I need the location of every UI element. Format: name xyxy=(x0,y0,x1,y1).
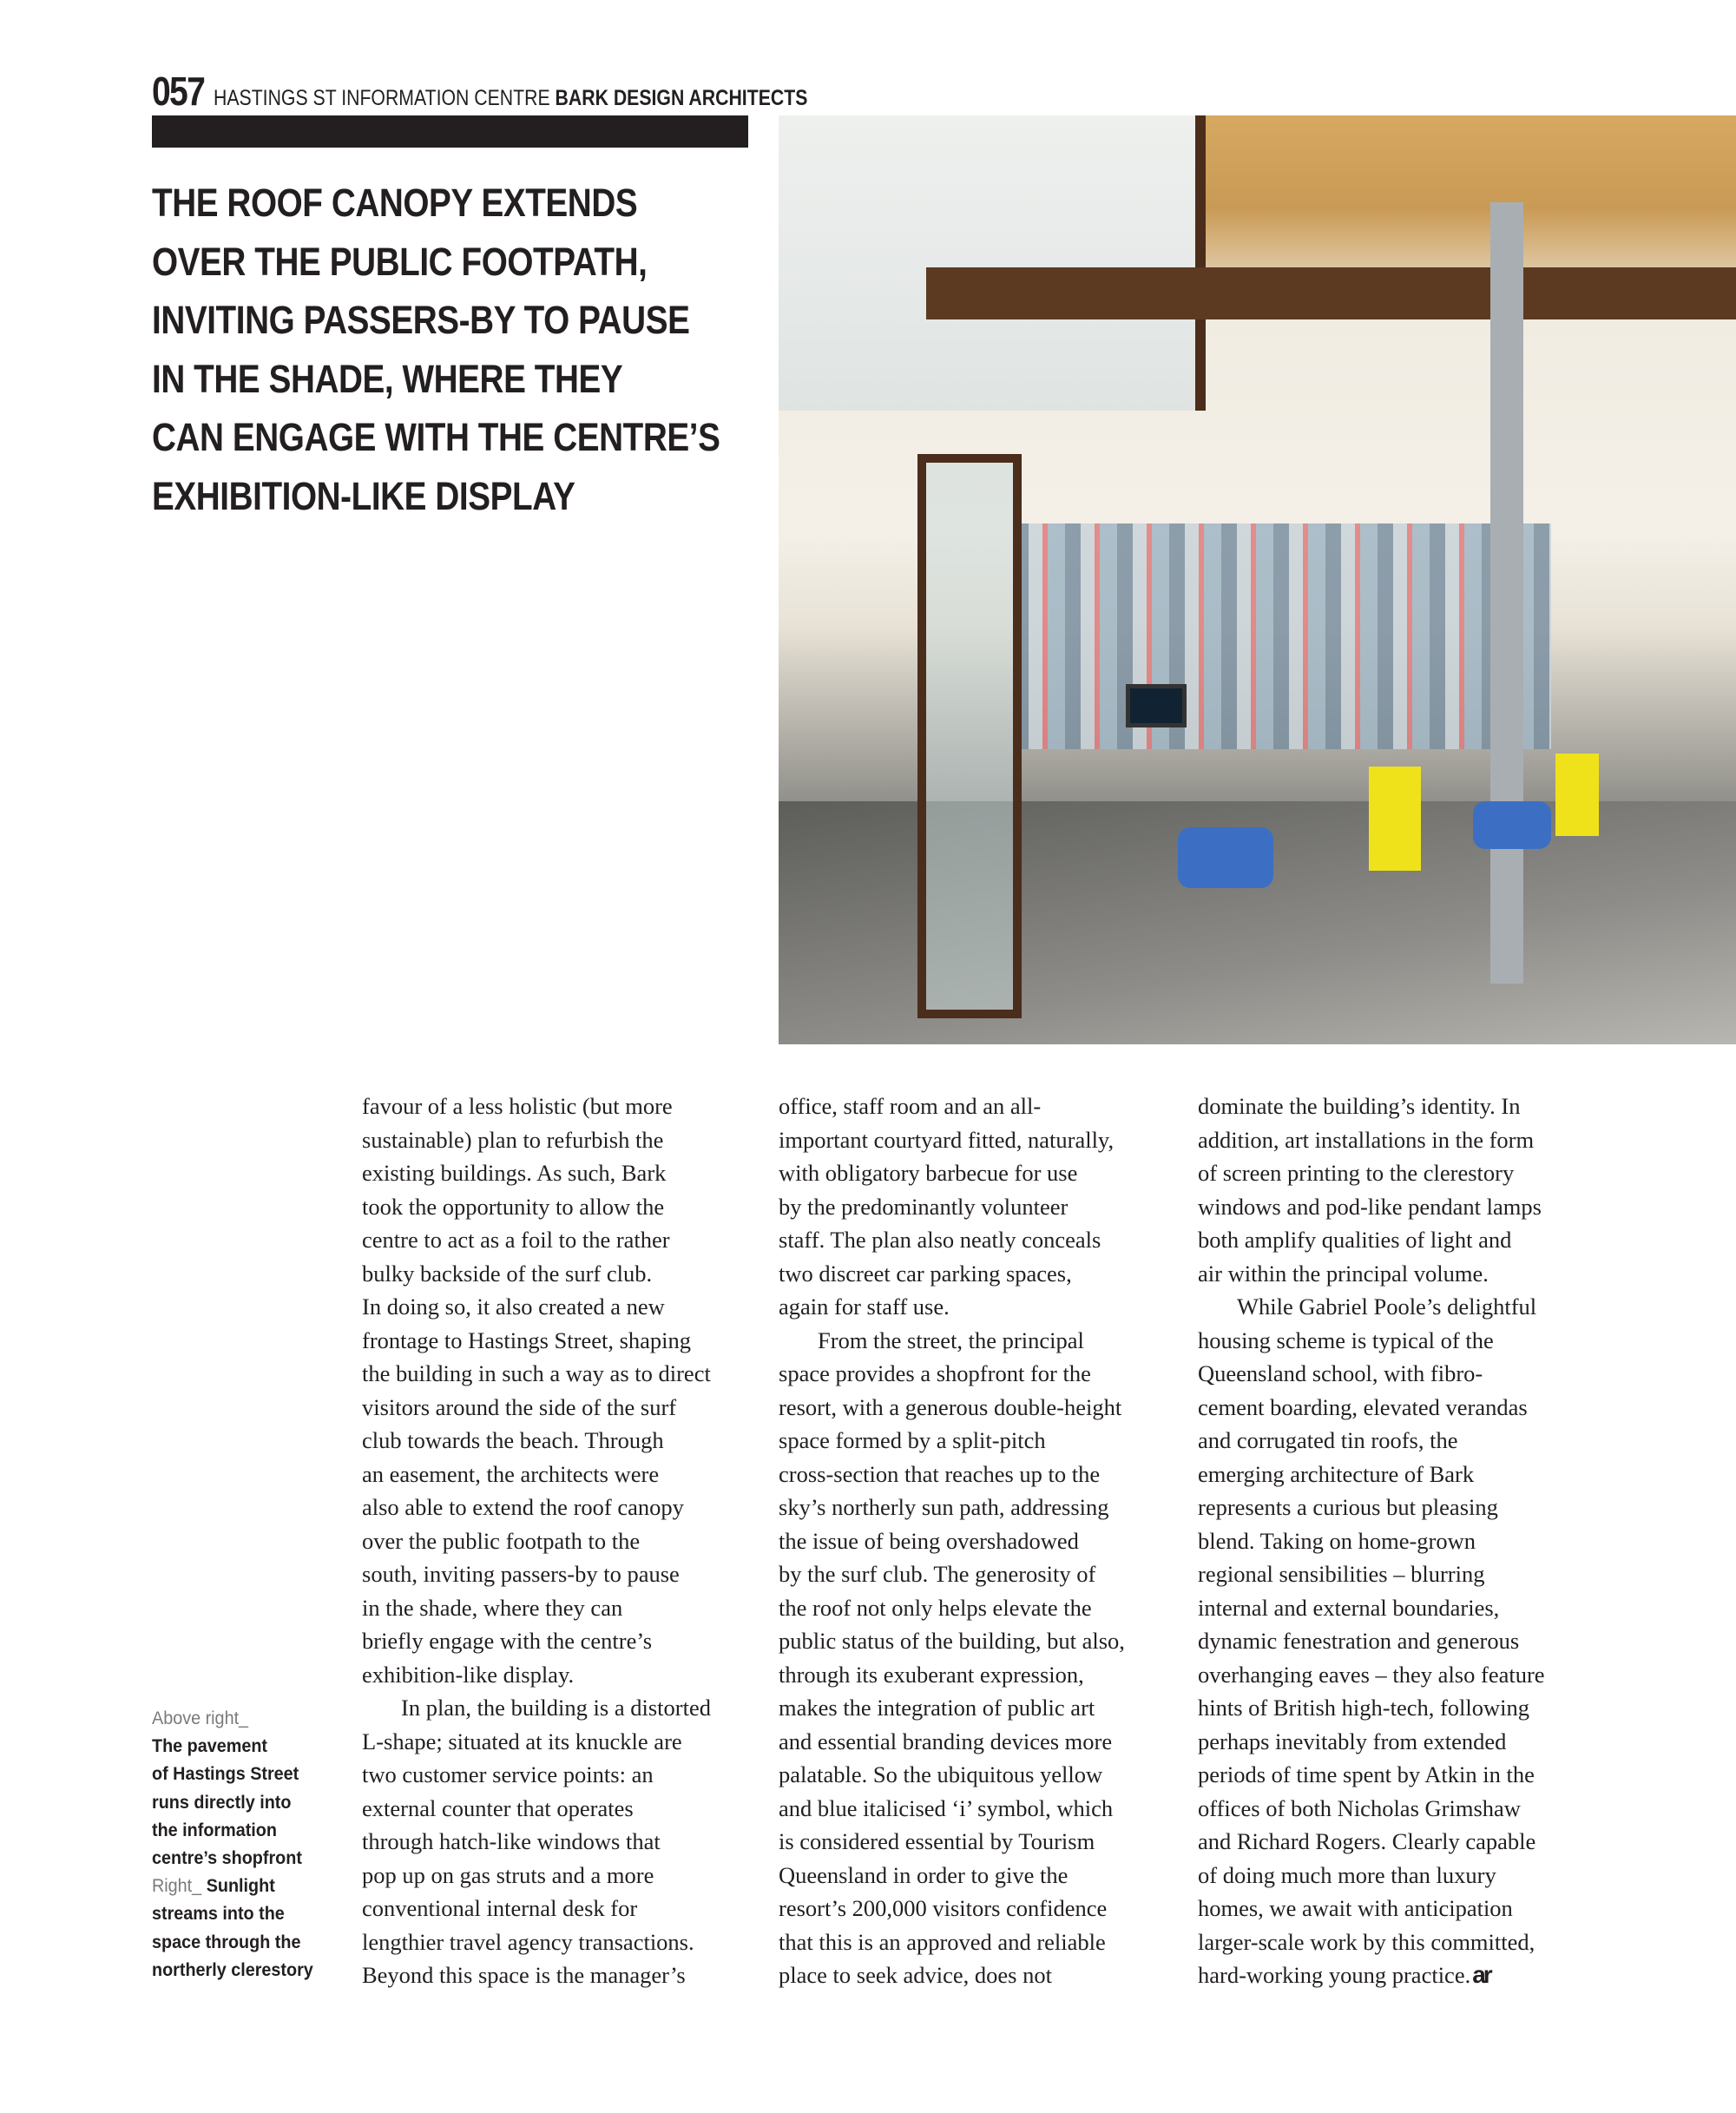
body-text-line: briefly engage with the centre’s xyxy=(362,1628,653,1654)
body-text-line: L-shape; situated at its knuckle are xyxy=(362,1728,682,1754)
body-column-3 xyxy=(1198,1089,1545,1992)
section-title xyxy=(214,86,807,111)
body-text-line: the roof not only helps elevate the xyxy=(779,1594,1092,1621)
caption-line: runs directly into xyxy=(152,1791,292,1813)
body-text-line: and Richard Rogers. Clearly capable xyxy=(1198,1828,1536,1854)
body-text-line: hints of British high-tech, following xyxy=(1198,1695,1530,1721)
body-text-line: sustainable) plan to refurbish the xyxy=(362,1126,664,1153)
body-text-line: represents a curious but pleasing xyxy=(1198,1494,1498,1520)
body-text-line: lengthier travel agency transactions. xyxy=(362,1928,694,1955)
body-text-line: palatable. So the ubiquitous yellow xyxy=(779,1761,1103,1787)
body-text-line: dynamic fenestration and generous xyxy=(1198,1628,1520,1654)
body-text-line: an easement, the architects were xyxy=(362,1460,660,1487)
body-text-line: space formed by a split-pitch xyxy=(779,1427,1046,1453)
body-text-line: of doing much more than luxury xyxy=(1198,1861,1496,1888)
body-text-line: bulky backside of the surf club. xyxy=(362,1260,653,1287)
body-text-line: From the street, the principal xyxy=(818,1326,1084,1353)
body-text-line: frontage to Hastings Street, shaping xyxy=(362,1326,692,1353)
project-name: HASTINGS ST INFORMATION CENTRE xyxy=(213,86,550,110)
photo-pivot-door xyxy=(917,454,1022,1018)
body-text-line: internal and external boundaries, xyxy=(1198,1594,1500,1621)
photo-yellow-seat xyxy=(1555,754,1599,836)
end-mark-logo: ar xyxy=(1472,1961,1490,1988)
body-text-line: homes, we await with anticipation xyxy=(1198,1895,1513,1921)
photo-timber-beam xyxy=(926,267,1736,319)
body-text-line: In doing so, it also created a new xyxy=(362,1293,665,1320)
body-text-line: favour of a less holistic (but more xyxy=(362,1093,673,1119)
body-text-line: and essential branding devices more xyxy=(779,1728,1113,1754)
body-text-line: through its exuberant expression, xyxy=(779,1661,1084,1688)
body-text-line: external counter that operates xyxy=(362,1794,634,1821)
body-text-line: overhanging eaves – they also feature xyxy=(1198,1661,1545,1688)
photo-caption xyxy=(152,1704,343,1984)
pull-quote-line: CAN ENGAGE WITH THE CENTRE’S xyxy=(152,415,720,459)
body-text-line: Beyond this space is the manager’s xyxy=(362,1962,686,1988)
caption-label-above-right: Above right_ xyxy=(152,1708,249,1728)
body-text-line: cross-section that reaches up to the xyxy=(779,1460,1101,1487)
body-text-line: and corrugated tin roofs, the xyxy=(1198,1427,1458,1453)
body-text-line: pop up on gas struts and a more xyxy=(362,1861,654,1888)
photo-blue-ottoman xyxy=(1473,801,1551,849)
photo-yellow-seat xyxy=(1369,767,1421,871)
body-text-line: perhaps inevitably from extended xyxy=(1198,1728,1507,1754)
body-text-line: staff. The plan also neatly conceals xyxy=(779,1227,1101,1253)
body-text-line: existing buildings. As such, Bark xyxy=(362,1160,667,1186)
caption-line: of Hastings Street xyxy=(152,1763,299,1785)
running-header xyxy=(152,68,912,115)
body-text-line: addition, art installations in the form xyxy=(1198,1126,1535,1153)
body-text-line: over the public footpath to the xyxy=(362,1527,641,1554)
body-text-line: two customer service points: an xyxy=(362,1761,654,1787)
body-text-line: Queensland in order to give the xyxy=(779,1861,1069,1888)
body-text-line: cement boarding, elevated verandas xyxy=(1198,1393,1528,1420)
photo-brochure-wall xyxy=(1013,523,1551,749)
body-text-line: visitors around the side of the surf xyxy=(362,1393,677,1420)
photo-steel-column xyxy=(1490,202,1523,984)
body-text-line: also able to extend the roof canopy xyxy=(362,1494,684,1520)
pull-quote xyxy=(152,174,742,525)
body-text-line: windows and pod-like pendant lamps xyxy=(1198,1193,1542,1220)
body-text-line: south, inviting passers-by to pause xyxy=(362,1561,680,1587)
body-column-2 xyxy=(779,1089,1125,1992)
body-text-line: and blue italicised ‘i’ symbol, which xyxy=(779,1794,1114,1821)
body-text-line: regional sensibilities – blurring xyxy=(1198,1561,1485,1587)
body-text-line: In plan, the building is a distorted xyxy=(401,1695,711,1721)
body-text-line: the building in such a way as to direct xyxy=(362,1360,711,1386)
body-text-line: that this is an approved and reliable xyxy=(779,1928,1106,1955)
body-text-line: two discreet car parking spaces, xyxy=(779,1260,1072,1287)
body-text-line: both amplify qualities of light and xyxy=(1198,1227,1512,1253)
caption-line: the information xyxy=(152,1819,277,1840)
body-text-line: club towards the beach. Through xyxy=(362,1427,664,1453)
body-text-line: by the surf club. The generosity of xyxy=(779,1561,1096,1587)
body-text-line: space provides a shopfront for the xyxy=(779,1360,1091,1386)
body-text-line: dominate the building’s identity. In xyxy=(1198,1093,1521,1119)
pull-quote-line: OVER THE PUBLIC FOOTPATH, xyxy=(152,239,648,284)
body-text-line: larger-scale work by this committed, xyxy=(1198,1928,1535,1955)
pull-quote-line: EXHIBITION-LIKE DISPLAY xyxy=(152,473,575,518)
body-text-line: centre to act as a foil to the rather xyxy=(362,1227,670,1253)
body-text-line: resort, with a generous double-height xyxy=(779,1393,1122,1420)
body-text-line: again for staff use. xyxy=(779,1293,950,1320)
body-text-line: office, staff room and an all- xyxy=(779,1093,1042,1119)
pull-quote-line: INVITING PASSERS-BY TO PAUSE xyxy=(152,298,690,342)
pull-quote-line: THE ROOF CANOPY EXTENDS xyxy=(152,181,638,225)
interior-photo xyxy=(779,115,1736,1044)
caption-line: streams into the xyxy=(152,1903,285,1925)
body-column-1 xyxy=(362,1089,711,1992)
body-text-line: While Gabriel Poole’s delightful xyxy=(1237,1293,1537,1320)
body-text-line: is considered essential by Tourism xyxy=(779,1828,1095,1854)
body-text-line: Queensland school, with fibro- xyxy=(1198,1360,1483,1386)
body-text-line: resort’s 200,000 visitors confidence xyxy=(779,1895,1108,1921)
caption-label-right: Right_ xyxy=(152,1875,202,1897)
caption-line: Sunlight xyxy=(206,1875,275,1897)
body-text-line: place to seek advice, does not xyxy=(779,1962,1052,1988)
caption-line: space through the xyxy=(152,1931,301,1952)
body-text-line: public status of the building, but also, xyxy=(779,1628,1125,1654)
body-text-line: exhibition-like display. xyxy=(362,1661,575,1688)
photo-clerestory xyxy=(779,115,1206,411)
body-text-line: took the opportunity to allow the xyxy=(362,1193,665,1220)
body-text-line: with obligatory barbecue for use xyxy=(779,1160,1078,1186)
body-text-line: in the shade, where they can xyxy=(362,1594,623,1621)
caption-line: northerly clerestory xyxy=(152,1958,313,1980)
body-text-line: through hatch-like windows that xyxy=(362,1828,661,1854)
photo-blue-ottoman xyxy=(1178,827,1273,888)
body-text-line: of screen printing to the clerestory xyxy=(1198,1160,1515,1186)
body-text-line: makes the integration of public art xyxy=(779,1695,1095,1721)
caption-line: centre’s shopfront xyxy=(152,1847,302,1869)
pull-quote-line: IN THE SHADE, WHERE THEY xyxy=(152,356,623,401)
architect-name: BARK DESIGN ARCHITECTS xyxy=(555,86,808,110)
body-text-line: hard-working young practice.ar xyxy=(1198,1958,1545,1992)
header-rule-bar xyxy=(152,115,748,148)
photo-screen xyxy=(1126,684,1187,727)
body-text-line: by the predominantly volunteer xyxy=(779,1193,1069,1220)
body-text-line: the issue of being overshadowed xyxy=(779,1527,1079,1554)
body-text-line: blend. Taking on home-grown xyxy=(1198,1527,1476,1554)
body-text-line: conventional internal desk for xyxy=(362,1895,638,1921)
body-text-line: important courtyard fitted, naturally, xyxy=(779,1126,1115,1153)
body-text-line: periods of time spent by Atkin in the xyxy=(1198,1761,1535,1787)
body-text-line: offices of both Nicholas Grimshaw xyxy=(1198,1794,1521,1821)
page-number: 057 xyxy=(152,69,205,114)
body-text-line: housing scheme is typical of the xyxy=(1198,1326,1494,1353)
body-text-line: emerging architecture of Bark xyxy=(1198,1460,1475,1487)
body-text-line: sky’s northerly sun path, addressing xyxy=(779,1494,1109,1520)
caption-line: The pavement xyxy=(152,1735,268,1757)
body-text-line: air within the principal volume. xyxy=(1198,1260,1489,1287)
